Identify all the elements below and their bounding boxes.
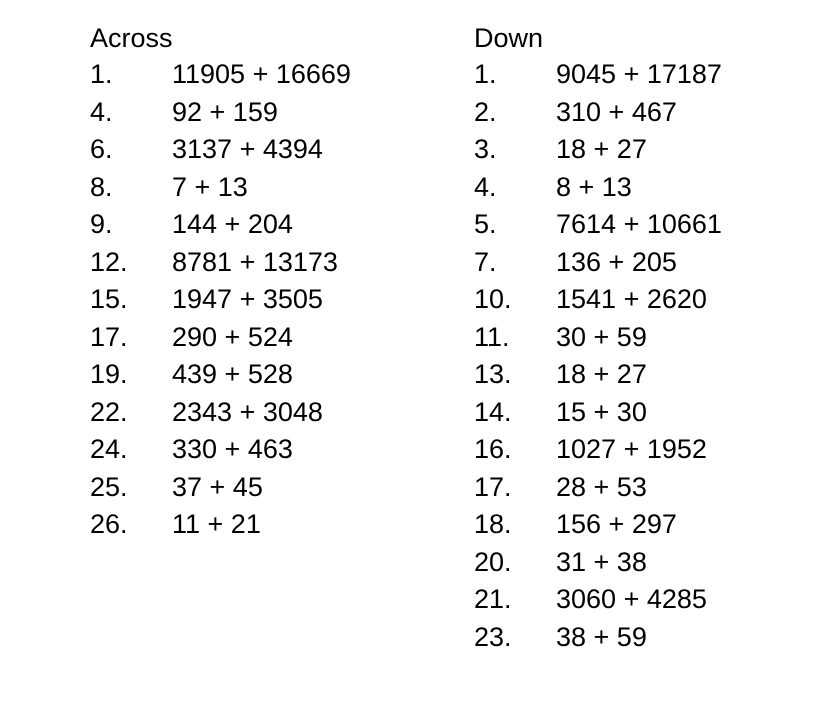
clue-item	[90, 431, 351, 469]
clue-expression: 18 + 27	[556, 359, 647, 389]
clue-expression: 8781 + 13173	[172, 246, 338, 277]
clue-number: 2.	[474, 96, 497, 127]
clue-expression: 136 + 205	[556, 246, 677, 277]
clue-item	[474, 244, 722, 282]
clue-expression: 37 + 45	[172, 471, 263, 502]
clue-number: 24.	[90, 434, 128, 464]
clue-expression: 18 + 27	[556, 134, 647, 164]
clue-item	[90, 169, 351, 207]
clue-expression: 92 + 159	[172, 96, 278, 127]
clue-expression: 8 + 13	[556, 171, 632, 202]
clue-item	[474, 394, 722, 432]
across-clues-column	[90, 20, 351, 544]
clue-item	[90, 94, 351, 132]
clue-item	[90, 206, 351, 244]
clue-number: 17.	[90, 321, 128, 352]
clue-item	[474, 469, 722, 507]
across-heading: Across	[90, 23, 173, 53]
clue-expression: 28 + 53	[556, 471, 647, 502]
clue-item	[90, 56, 351, 94]
clue-expression: 3137 + 4394	[172, 134, 323, 164]
clue-item	[474, 206, 722, 244]
clue-expression: 9045 + 17187	[556, 59, 722, 89]
clue-item	[90, 131, 351, 169]
clue-expression: 11 + 21	[172, 509, 261, 539]
clue-number: 13.	[474, 359, 512, 389]
clue-number: 4.	[474, 171, 497, 202]
clue-item	[474, 506, 722, 544]
clue-number: 12.	[90, 246, 128, 277]
clue-number: 16.	[474, 434, 512, 464]
clue-expression: 15 + 30	[556, 396, 647, 427]
clue-expression: 7614 + 10661	[556, 209, 722, 239]
clue-expression: 38 + 59	[556, 621, 647, 652]
clue-number: 1.	[90, 59, 113, 89]
clue-item	[474, 581, 722, 619]
clue-item	[90, 281, 351, 319]
clue-number: 3.	[474, 134, 497, 164]
clue-item	[90, 506, 351, 544]
clue-expression: 2343 + 3048	[172, 396, 323, 427]
clue-item	[90, 319, 351, 357]
down-clues-column	[474, 20, 722, 656]
clue-expression: 3060 + 4285	[556, 584, 707, 614]
clue-item	[474, 94, 722, 132]
clue-number: 4.	[90, 96, 113, 127]
clue-number: 8.	[90, 171, 113, 202]
clue-number: 23.	[474, 621, 512, 652]
clue-number: 14.	[474, 396, 512, 427]
clue-item	[474, 281, 722, 319]
clue-number: 1.	[474, 59, 497, 89]
clue-item	[474, 544, 722, 582]
across-clue-list	[90, 56, 351, 544]
clue-number: 19.	[90, 359, 128, 389]
clue-item	[474, 356, 722, 394]
clue-expression: 30 + 59	[556, 321, 647, 352]
clue-number: 25.	[90, 471, 128, 502]
clue-number: 9.	[90, 209, 113, 239]
clue-expression: 1027 + 1952	[556, 434, 707, 464]
clue-item	[474, 56, 722, 94]
clue-item	[90, 244, 351, 282]
clue-number: 6.	[90, 134, 113, 164]
clue-number: 26.	[90, 509, 128, 539]
clue-item	[90, 394, 351, 432]
clue-item	[90, 356, 351, 394]
clue-expression: 439 + 528	[172, 359, 293, 389]
clue-number: 17.	[474, 471, 512, 502]
clue-number: 5.	[474, 209, 497, 239]
clue-expression: 310 + 467	[556, 96, 677, 127]
clue-number: 10.	[474, 284, 512, 314]
clue-item	[90, 469, 351, 507]
clue-number: 18.	[474, 509, 512, 539]
down-heading: Down	[474, 23, 544, 53]
clue-number: 7.	[474, 246, 497, 277]
clue-number: 22.	[90, 396, 128, 427]
clue-expression: 290 + 524	[172, 321, 293, 352]
clue-expression: 156 + 297	[556, 509, 677, 539]
clue-expression: 1947 + 3505	[172, 284, 323, 314]
clue-expression: 144 + 204	[172, 209, 293, 239]
clue-number: 20.	[474, 546, 512, 577]
clue-item	[474, 131, 722, 169]
clue-expression: 31 + 38	[556, 546, 647, 577]
clue-expression: 11905 + 16669	[172, 59, 351, 89]
clue-expression: 330 + 463	[172, 434, 293, 464]
clue-item	[474, 319, 722, 357]
clue-item	[474, 431, 722, 469]
down-clue-list	[474, 56, 722, 656]
clue-item	[474, 619, 722, 657]
clue-number: 21.	[474, 584, 512, 614]
clue-number: 15.	[90, 284, 128, 314]
clue-number: 11.	[474, 321, 510, 352]
clue-expression: 1541 + 2620	[556, 284, 707, 314]
clue-item	[474, 169, 722, 207]
clue-expression: 7 + 13	[172, 171, 248, 202]
